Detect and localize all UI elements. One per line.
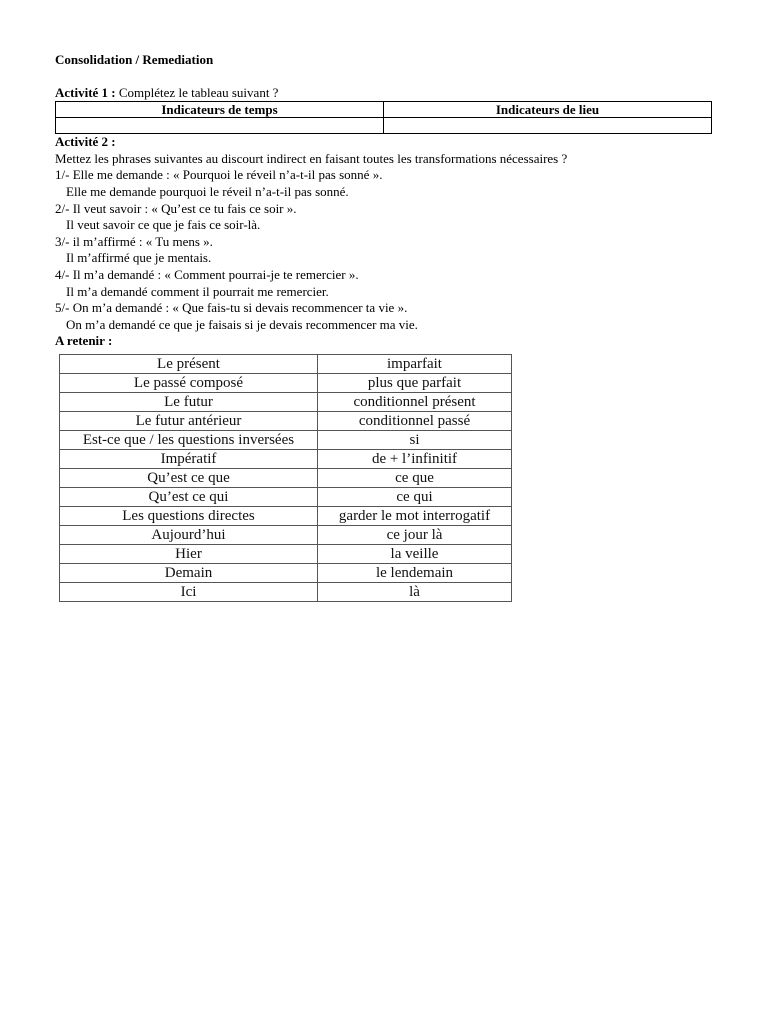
exercise-question: 5/- On m’a demandé : « Que fais-tu si devais recommencer ta vie ». xyxy=(55,300,408,316)
empty-cell-place[interactable] xyxy=(384,118,712,134)
indirect-speech-cell: ce qui xyxy=(318,487,512,506)
exercise-answer: Elle me demande pourquoi le réveil n’a-t-il pas sonné. xyxy=(66,183,349,199)
exercise-answer: On m’a demandé ce que je faisais si je devais recommencer ma vie. xyxy=(66,316,418,332)
activity1-table xyxy=(55,101,712,134)
exercise-answer: Il veut savoir ce que je fais ce soir-là. xyxy=(66,217,261,233)
retenir-row xyxy=(60,430,512,449)
retenir-row xyxy=(60,506,512,525)
header-place-indicators: Indicateurs de lieu xyxy=(384,102,712,118)
indirect-speech-cell: plus que parfait xyxy=(318,373,512,392)
retenir-table xyxy=(59,354,512,602)
direct-speech-cell: Est-ce que / les questions inversées xyxy=(60,430,318,449)
direct-speech-cell: Qu’est ce qui xyxy=(60,487,318,506)
activity1-header-row xyxy=(56,102,712,118)
retenir-row xyxy=(60,544,512,563)
indirect-speech-cell: là xyxy=(318,582,512,601)
retenir-row xyxy=(60,373,512,392)
retenir-row xyxy=(60,411,512,430)
document-title: Consolidation / Remediation xyxy=(55,52,214,67)
indirect-speech-cell: si xyxy=(318,430,512,449)
indirect-speech-cell: garder le mot interrogatif xyxy=(318,506,512,525)
activity2-label: Activité 2 : xyxy=(55,134,116,150)
direct-speech-cell: Impératif xyxy=(60,449,318,468)
direct-speech-cell: Le passé composé xyxy=(60,373,318,392)
direct-speech-cell: Demain xyxy=(60,563,318,582)
retenir-row xyxy=(60,487,512,506)
retenir-row xyxy=(60,525,512,544)
empty-cell-time[interactable] xyxy=(56,118,384,134)
indirect-speech-cell: le lendemain xyxy=(318,563,512,582)
indirect-speech-cell: ce jour là xyxy=(318,525,512,544)
direct-speech-cell: Hier xyxy=(60,544,318,563)
header-time-indicators: Indicateurs de temps xyxy=(56,102,384,118)
retenir-row xyxy=(60,468,512,487)
retenir-row xyxy=(60,563,512,582)
exercise-question: 3/- il m’affirmé : « Tu mens ». xyxy=(55,233,213,249)
indirect-speech-cell: imparfait xyxy=(318,354,512,373)
direct-speech-cell: Le futur xyxy=(60,392,318,411)
activity2-instruction: Mettez les phrases suivantes au discourt indirect en faisant toutes les transformations nécessaires ? xyxy=(55,150,568,166)
activity1-heading xyxy=(55,85,715,102)
exercise-question: 1/- Elle me demande : « Pourquoi le réveil n’a-t-il pas sonné ». xyxy=(55,167,383,183)
activity2-list xyxy=(55,167,715,333)
activity1-label: Activité 1 : xyxy=(55,84,116,100)
retenir-row xyxy=(60,392,512,411)
direct-speech-cell: Le futur antérieur xyxy=(60,411,318,430)
direct-speech-cell: Aujourd’hui xyxy=(60,525,318,544)
indirect-speech-cell: ce que xyxy=(318,468,512,487)
activity1-instruction: Complétez le tableau suivant ? xyxy=(118,84,279,100)
direct-speech-cell: Ici xyxy=(60,582,318,601)
retenir-row xyxy=(60,449,512,468)
exercise-answer: Il m’affirmé que je mentais. xyxy=(66,250,212,266)
document-page xyxy=(55,52,715,602)
activity1-empty-row xyxy=(56,118,712,134)
indirect-speech-cell: la veille xyxy=(318,544,512,563)
indirect-speech-cell: conditionnel passé xyxy=(318,411,512,430)
retenir-row xyxy=(60,582,512,601)
exercise-question: 4/- Il m’a demandé : « Comment pourrai-je te remercier ». xyxy=(55,266,359,282)
exercise-question: 2/- Il veut savoir : « Qu’est ce tu fais ce soir ». xyxy=(55,200,297,216)
indirect-speech-cell: conditionnel présent xyxy=(318,392,512,411)
direct-speech-cell: Les questions directes xyxy=(60,506,318,525)
direct-speech-cell: Qu’est ce que xyxy=(60,468,318,487)
exercise-answer: Il m’a demandé comment il pourrait me remercier. xyxy=(66,283,329,299)
retenir-row xyxy=(60,354,512,373)
retenir-label: A retenir : xyxy=(55,333,113,349)
direct-speech-cell: Le présent xyxy=(60,354,318,373)
indirect-speech-cell: de + l’infinitif xyxy=(318,449,512,468)
